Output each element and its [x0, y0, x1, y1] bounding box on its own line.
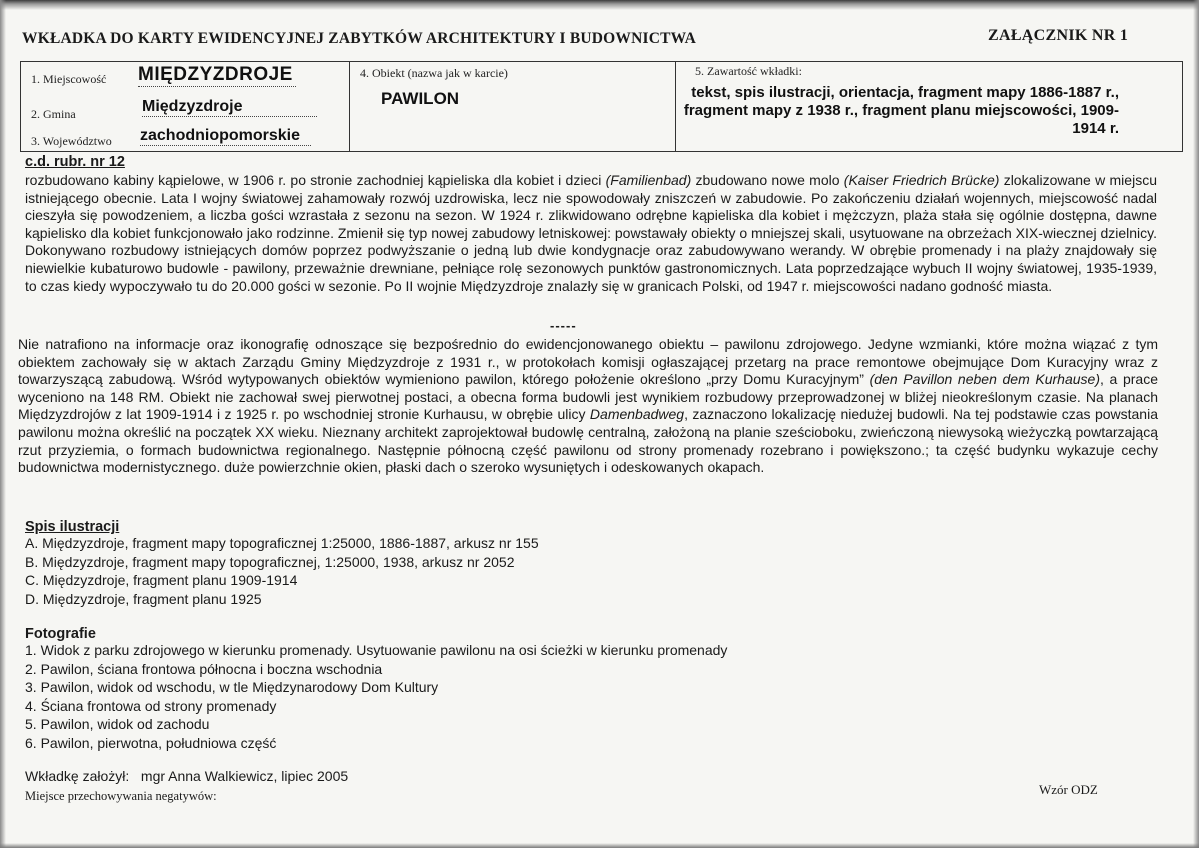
- history-text-2: (Familienbad): [605, 172, 692, 188]
- list-item: 5. Pawilon, widok od zachodu: [25, 716, 210, 732]
- place-value: MIĘDZYZDROJE: [138, 64, 296, 87]
- list-item: A. Międzyzdroje, fragment mapy topograficznej 1:25000, 1886-1887, arkusz nr 155: [25, 535, 539, 551]
- list-item: 2. Pawilon, ściana frontowa północna i boczna wschodnia: [25, 660, 383, 677]
- scan-edge-bottom: [0, 843, 1199, 848]
- scan-edge-left: [0, 0, 6, 848]
- form-header-box: [20, 61, 1183, 152]
- column-divider: [675, 62, 676, 151]
- document-title: WKŁADKA DO KARTY EWIDENCYJNEJ ZABYTKÓW ARCHITEKTURY I BUDOWNICTWA: [22, 30, 697, 47]
- negatives-location: Miejsce przechowywania negatywów:: [25, 789, 217, 803]
- list-item: 4. Ściana frontowa od strony promenady: [25, 697, 277, 714]
- section-separator: -----: [550, 318, 577, 333]
- contents-value: tekst, spis ilustracji, orientacja, fragment mapy 1886-1887 r., fragment mapy z 1938 r., fragment planu miejscowości, 1909-1914 r.: [683, 84, 1119, 137]
- scan-edge-right: [1193, 0, 1199, 848]
- pavilion-paragraph: [18, 336, 1158, 477]
- history-text-1: rozbudowano kabiny kąpielowe, w 1906 r. po stronie zachodniej kąpieliska dla kobiet i dzieci: [25, 172, 606, 188]
- history-paragraph: [25, 172, 1157, 295]
- voivodeship-label: 3. Województwo: [31, 134, 112, 148]
- commune-label: 2. Gmina: [31, 107, 76, 121]
- list-item: 6. Pawilon, pierwotna, południowa część: [25, 734, 277, 751]
- scan-edge-top: [0, 0, 1199, 10]
- list-item: C. Międzyzdroje, fragment planu 1909-1914: [25, 572, 298, 588]
- list-item: B. Międzyzdroje, fragment mapy topograficznej, 1:25000, 1938, arkusz nr 2052: [25, 553, 515, 570]
- object-label: 4. Obiekt (nazwa jak w karcie): [360, 66, 508, 80]
- pavilion-text-3: , a prace wyceniono na 148 RM. Obiekt nie zachował swej pierwotnej postaci, a obecna forma budowli jest wynikiem rozbudowy przeprowadzonej w bliżej nieokreślonym czasie. Na planach Międzyzdrojów z lat 1909-1914 i z 1925 r. po wschodniej stronie Kurhausu, w obrębie ulicy: [18, 371, 1158, 423]
- pavilion-text-4: Damenbadweg: [589, 406, 685, 423]
- form-template-mark: Wzór ODZ: [1039, 782, 1098, 797]
- pavilion-text-5: , zaznaczono lokalizację niedużej budowli. Na tej podstawie czas powstania pawilonu można określić na początek XX wieku. Nieznany architekt zaprojektował budowlę centralną, założoną na planie sześcioboku, zwieńczoną niewysoką wieżyczką powtarzającą rzut przyziemia, o formach budownictwa regionalnego. Następnie północną część pawilonu od strony promenady rozebrano i powiększono.; ta część budynku wykazuje cechy budownictwa modernistycznego. duże powierzchnie okien, płaski dach o szeroko wysuniętych i odeskowanych okapach.: [18, 406, 1158, 476]
- place-label: 1. Miejscowość: [31, 72, 107, 86]
- contents-label: 5. Zawartość wkładki:: [695, 64, 802, 78]
- rubric-continuation-header: c.d. rubr. nr 12: [25, 154, 125, 170]
- photos-title: Fotografie: [25, 626, 96, 642]
- history-text-4: (Kaiser Friedrich Brücke): [843, 172, 1000, 188]
- list-item: 3. Pawilon, widok od wschodu, w tle Międzynarodowy Dom Kultury: [25, 679, 439, 695]
- pavilion-text-1: Nie natrafiono na informacje oraz ikonografię odnoszące się bezpośrednio do ewidencjonowanego obiektu – pawilonu zdrojowego. Jedyne wzmianki, które można wiązać z tym obiektem zachowały się w aktach Zarządu Gminy Międzyzdroje z 1931 r., w protokołach komisji ogłaszającej przetarg na prace remontowe obejmujące Dom Kuracyjny wraz z towarzyszącą zabudową. Wśród wytypowanych obiektów wymieniono pawilon, którego położenie określono „przy Domu Kuracyjnym”: [18, 336, 1158, 388]
- list-item: D. Międzyzdroje, fragment planu 1925: [25, 590, 262, 607]
- annex-number: ZAŁĄCZNIK NR 1: [988, 27, 1129, 44]
- photos-list: [25, 641, 727, 752]
- pavilion-text-2: (den Pavillon neben dem Kurhause): [869, 371, 1100, 388]
- object-value: PAWILON: [381, 89, 460, 108]
- history-text-3: zbudowano nowe molo: [691, 172, 844, 188]
- creator-line: Wkładkę założył: mgr Anna Walkiewicz, lipiec 2005: [25, 768, 349, 784]
- voivodeship-value: zachodniopomorskie: [140, 127, 311, 146]
- column-divider: [349, 62, 350, 151]
- commune-value: Międzyzdroje: [142, 98, 317, 117]
- list-item: 1. Widok z parku zdrojowego w kierunku promenady. Usytuowanie pawilonu na osi ścieżki w kierunku promenady: [25, 642, 728, 658]
- illustrations-list: [25, 534, 539, 608]
- illustrations-title: Spis ilustracji: [25, 519, 120, 535]
- history-text-5: zlokalizowane w miejscu istniejącego obecnie. Lata I wojny światowej zahamowały rozwój uzdrowiska, lecz nie spowodowały zniszczeń w zabudowie. Po zakończeniu działań wojennych, miejscowość nadal cieszyła się powodzeniem, a liczba gości wzrastała z sezonu na sezon. W 1924 r. zlikwidowano odrębne kąpieliska dla kobiet i mężczyzn, plaża stała się ogólnie dostępna, dawne kąpielisko dla kobiet funkcjonowało jako rodzinne. Zmienił się typ nowej zabudowy letniskowej: powstawały obiekty o mniejszej skali, usytuowane na obrzeżach XIX-wiecznej dzielnicy. Dokonywano rozbudowy istniejących domów poprzez podwyższanie o jedną lub dwie kondygnacje oraz zabudowywano werandy. W obrębie promenady i na plaży znajdowały się niewielkie kubaturowo budowle - pawilony, przeważnie drewniane, pełniące rolę sezonowych punktów gastronomicznych. Lata poprzedzające wybuch II wojny światowej, 1935-1939, to czas kiedy wypoczywało tu do 20.000 gości w sezonie. Po II wojnie Międzyzdroje znalazły się w granicach Polski, od 1947 r. miejscowości nadano godność miasta.: [25, 172, 1157, 294]
